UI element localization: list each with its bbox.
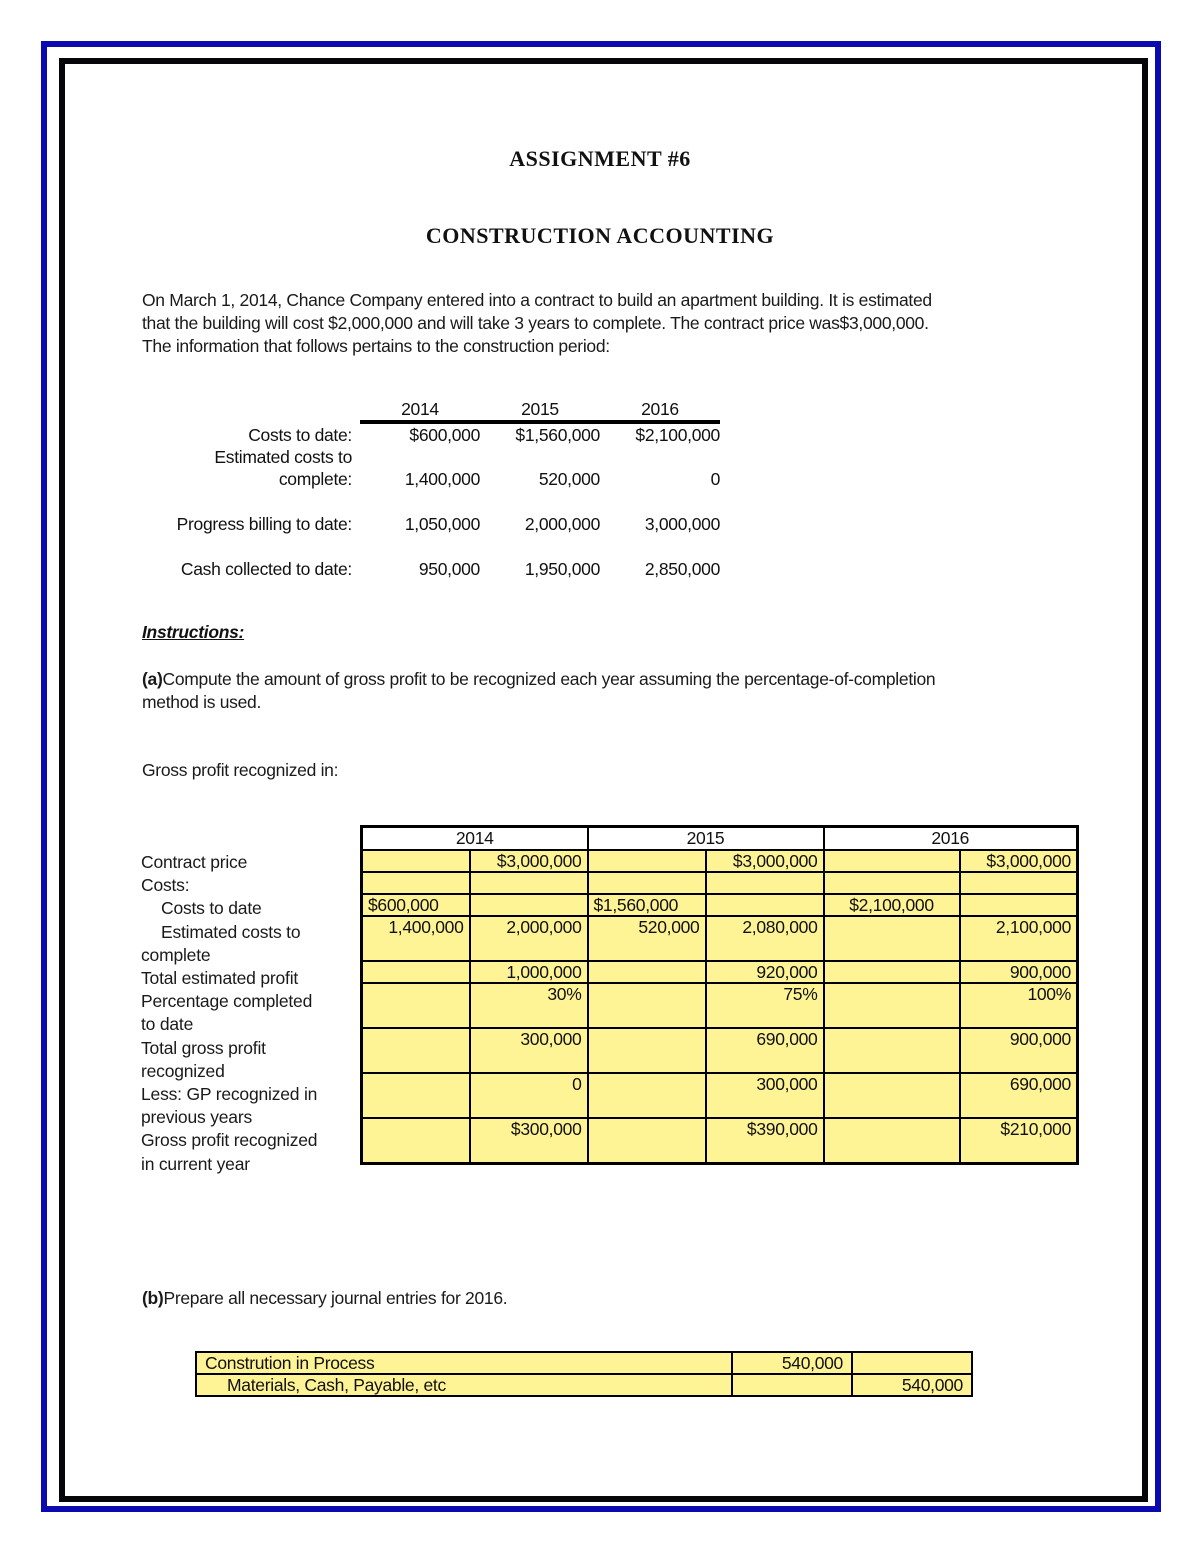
year-header: 2015 — [480, 398, 600, 422]
table-row: 1,400,000 2,000,000 520,000 2,080,000 2,100,000 — [362, 916, 1078, 961]
year-header: 2016 — [600, 398, 720, 422]
info-row: Costs to date: $600,000 $1,560,000 $2,100,000 — [248, 425, 720, 445]
assignment-subtitle: CONSTRUCTION ACCOUNTING — [425, 223, 775, 248]
table-row: $300,000 $390,000 $210,000 — [362, 1118, 1078, 1164]
journal-entry-row: Materials, Cash, Payable, etc 540,000 — [196, 1374, 972, 1396]
year-header: 2016 — [824, 827, 1078, 851]
table-row: $600,000 $1,560,000 $2,100,000 — [362, 894, 1078, 916]
year-header: 2014 — [360, 398, 480, 422]
info-row: complete: 1,400,000 520,000 0 — [278, 469, 720, 489]
table-row: 30% 75% 100% — [362, 983, 1078, 1028]
gross-profit-table — [360, 825, 1079, 1165]
year-header: 2015 — [588, 827, 824, 851]
instructions-heading: Instructions: — [142, 622, 245, 642]
part-b-text: (b)Prepare all necessary journal entries for 2016. — [142, 1288, 508, 1308]
intro-paragraph — [142, 289, 1072, 358]
journal-entry-table — [195, 1351, 973, 1397]
part-a-marker: (a) — [142, 669, 163, 689]
year-header: 2014 — [362, 827, 588, 851]
intro-line-3: The information that follows pertains to the construction period: — [142, 336, 610, 356]
table-row: 300,000 690,000 900,000 — [362, 1028, 1078, 1073]
table-row — [362, 872, 1078, 894]
info-row: Cash collected to date: 950,000 1,950,000 2,850,000 — [180, 559, 720, 579]
part-a-text: (a)Compute the amount of gross profit to be recognized each year assuming the percentage-of-completion method is used. — [142, 669, 936, 712]
journal-entry-row: Constrution in Process 540,000 — [196, 1352, 972, 1374]
gp-intro: Gross profit recognized in: — [142, 760, 339, 780]
table-row: 1,000,000 920,000 900,000 — [362, 961, 1078, 983]
gp-row-labels: Contract price Costs: Costs to date Estimated costs to complete Total estimated profit Percentage completed to date Total gross profit recognized Less: GP recognized in previous years Gross profit recognized in current year — [141, 852, 318, 1174]
intro-line-2: that the building will cost $2,000,000 and will take 3 years to complete. The contract price was$3,000,000. — [142, 313, 929, 333]
table-row: 0 300,000 690,000 — [362, 1073, 1078, 1118]
part-b-marker: (b) — [142, 1288, 164, 1308]
table-row: $3,000,000 $3,000,000 $3,000,000 — [362, 850, 1078, 872]
assignment-title: ASSIGNMENT #6 — [509, 146, 691, 171]
intro-line-1: On March 1, 2014, Chance Company entered into a contract to build an apartment building. It is estimated — [142, 290, 932, 310]
info-row: Progress billing to date: 1,050,000 2,000,000 3,000,000 — [176, 514, 720, 534]
construction-info-table: 2014 2015 2016 Costs to date: $600,000 $1,560,000 $2,100,000 Estimated costs to complete: 1,400,000 520,000 0 Progress billing to date: 1,050,000 2,000,000 3,000,000 Cash collected to date: 950,000 1,950,000 2,850,000 — [140, 398, 720, 580]
